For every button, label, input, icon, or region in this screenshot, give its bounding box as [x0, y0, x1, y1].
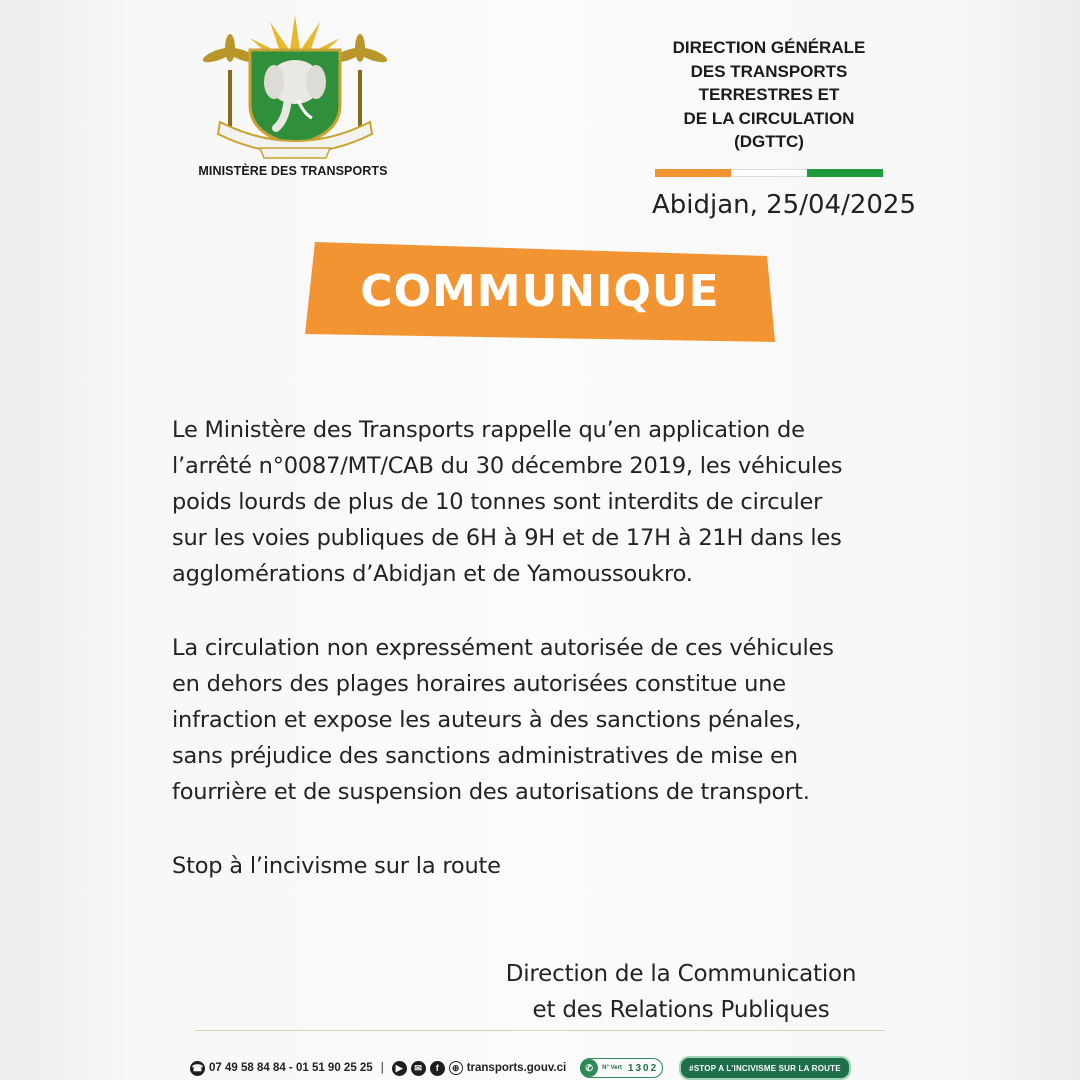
paragraph-line: l’arrêté n°0087/MT/CAB du 30 décembre 2019, les véhicules [172, 453, 843, 479]
flag-orange-stripe [655, 169, 731, 177]
paragraph-sanctions [172, 630, 932, 810]
paragraph-line: en dehors des plages horaires autorisées constitue une [172, 671, 786, 697]
agency-title-line: DE LA CIRCULATION [683, 108, 855, 128]
agency-title-line: TERRESTRES ET [698, 85, 840, 104]
agency-title-line: DIRECTION GÉNÉRALE [672, 38, 866, 57]
flag-white-stripe [731, 169, 807, 177]
document-date: Abidjan, 25/04/2025 [651, 190, 916, 220]
paragraph-line: La circulation non expressément autorisée de ces véhicules [172, 635, 834, 661]
phone-icon: ☎ [190, 1061, 205, 1076]
paragraph-line: sur les voies publiques de 6H à 9H et de 17H à 21H dans les [172, 525, 842, 551]
agency-title-line: DES TRANSPORTS [690, 61, 848, 81]
paragraph-line: poids lourds de plus de 10 tonnes sont interdits de circuler [172, 489, 823, 515]
hashtag-badge[interactable]: #STOP A L'INCIVISME SUR LA ROUTE [679, 1056, 851, 1080]
paragraph-line: infraction et expose les auteurs à des sanctions pénales, [172, 707, 802, 733]
phone-numbers[interactable]: 07 49 58 84 84 - 01 51 90 25 25 [209, 1062, 373, 1074]
facebook-icon[interactable]: f [430, 1061, 445, 1076]
hotline-badge[interactable] [580, 1058, 663, 1078]
hotline-phone-icon: ✆ [580, 1059, 598, 1077]
agency-title [640, 36, 898, 154]
hotline-prefix: N° Vert [602, 1065, 622, 1071]
ministry-label: MINISTÈRE DES TRANSPORTS [198, 164, 388, 178]
communique-title: COMMUNIQUE [360, 266, 720, 317]
coat-of-arms-logo [200, 10, 390, 180]
paragraph-line: fourrière et de suspension des autorisations de transport. [172, 779, 810, 805]
paragraph-line: agglomérations d’Abidjan et de Yamoussoukro. [172, 561, 693, 587]
messenger-icon[interactable]: ✉ [411, 1061, 426, 1076]
signature-block [440, 956, 922, 1028]
hotline-number: 1302 [627, 1062, 659, 1074]
footer-separator: | [380, 1062, 384, 1074]
national-flag-bar [655, 169, 883, 177]
contact-footer [190, 1056, 890, 1080]
signature-line: et des Relations Publiques [532, 997, 830, 1023]
paragraph-line: sans préjudice des sanctions administratives de mise en [172, 743, 798, 769]
flag-green-stripe [807, 169, 883, 177]
youtube-icon[interactable]: ▶ [392, 1061, 407, 1076]
paragraph-slogan: Stop à l’incivisme sur la route [172, 853, 501, 879]
agency-title-line: (DGTTC) [734, 132, 804, 151]
signature-line: Direction de la Communication [505, 961, 857, 987]
paragraph-regulation [172, 412, 932, 592]
website-link[interactable]: transports.gouv.ci [466, 1062, 567, 1074]
paragraph-line: Le Ministère des Transports rappelle qu’en application de [172, 417, 805, 443]
footer-divider [195, 1030, 885, 1031]
globe-icon: ⊕ [449, 1061, 463, 1075]
